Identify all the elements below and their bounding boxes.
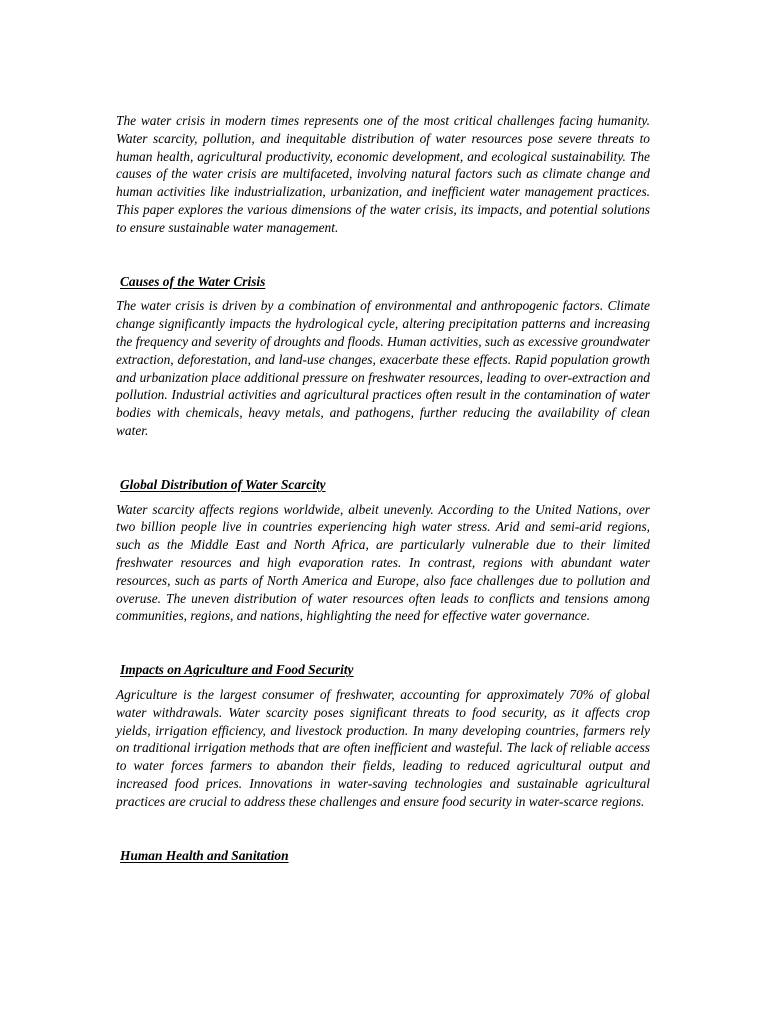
intro-paragraph: The water crisis in modern times represents one of the most critical challenges facing humanity. Water scarcity, pollution, and inequitable distribution of water resources pose severe threats to human health, agricultural productivity, economic development, and ecological sustainability. The causes of the water crisis are multifaceted, involving natural factors such as climate change and human activities like industrialization, urbanization, and inefficient water management practices. This paper explores the various dimensions of the water crisis, its impacts, and potential solutions to ensure sustainable water management. [116,113,650,235]
section-body-distribution: Water scarcity affects regions worldwide, albeit unevenly. According to the United Nations, over two billion people live in countries experiencing high water stress. Arid and semi-arid regions, such as the Middle East and North Africa, are particularly vulnerable due to their limited freshwater resources and high evaporation rates. In contrast, regions with abundant water resources, such as parts of North America and Europe, also face challenges due to pollution and overuse. The uneven distribution of water resources often leads to conflicts and tensions among communities, regions, and nations, highlighting the need for effective water governance. [116,501,650,624]
section-heading-distribution: Global Distribution of Water Scarcity [120,476,326,492]
section-heading-health: Human Health and Sanitation [120,847,289,863]
document-page [116,112,650,864]
section-body-agriculture: Agriculture is the largest consumer of freshwater, accounting for approximately 70% of global water withdrawals. Water scarcity poses significant threats to food security, as it affects crop yields, irrigation efficiency, and livestock production. In many developing countries, farmers rely on traditional irrigation methods that are often inefficient and wasteful. The lack of reliable access to water forces farmers to abandon their fields, leading to reduced agricultural output and increased food prices. Innovations in water-saving technologies and sustainable agricultural practices are crucial to address these challenges and ensure food security in water-scarce regions. [116,686,650,809]
section-body-causes: The water crisis is driven by a combination of environmental and anthropogenic factors. Climate change significantly impacts the hydrological cycle, altering precipitation patterns and increasing the frequency and severity of droughts and floods. Human activities, such as excessive groundwater extraction, deforestation, and land-use changes, exacerbate these effects. Rapid population growth and urbanization place additional pressure on freshwater resources, leading to over-extraction and pollution. Industrial activities and agricultural practices often result in the contamination of water bodies with chemicals, heavy metals, and pathogens, further reducing the availability of clean water. [116,298,650,438]
section-heading-causes: Causes of the Water Crisis [120,273,266,289]
section-heading-agriculture: Impacts on Agriculture and Food Security [120,662,354,678]
